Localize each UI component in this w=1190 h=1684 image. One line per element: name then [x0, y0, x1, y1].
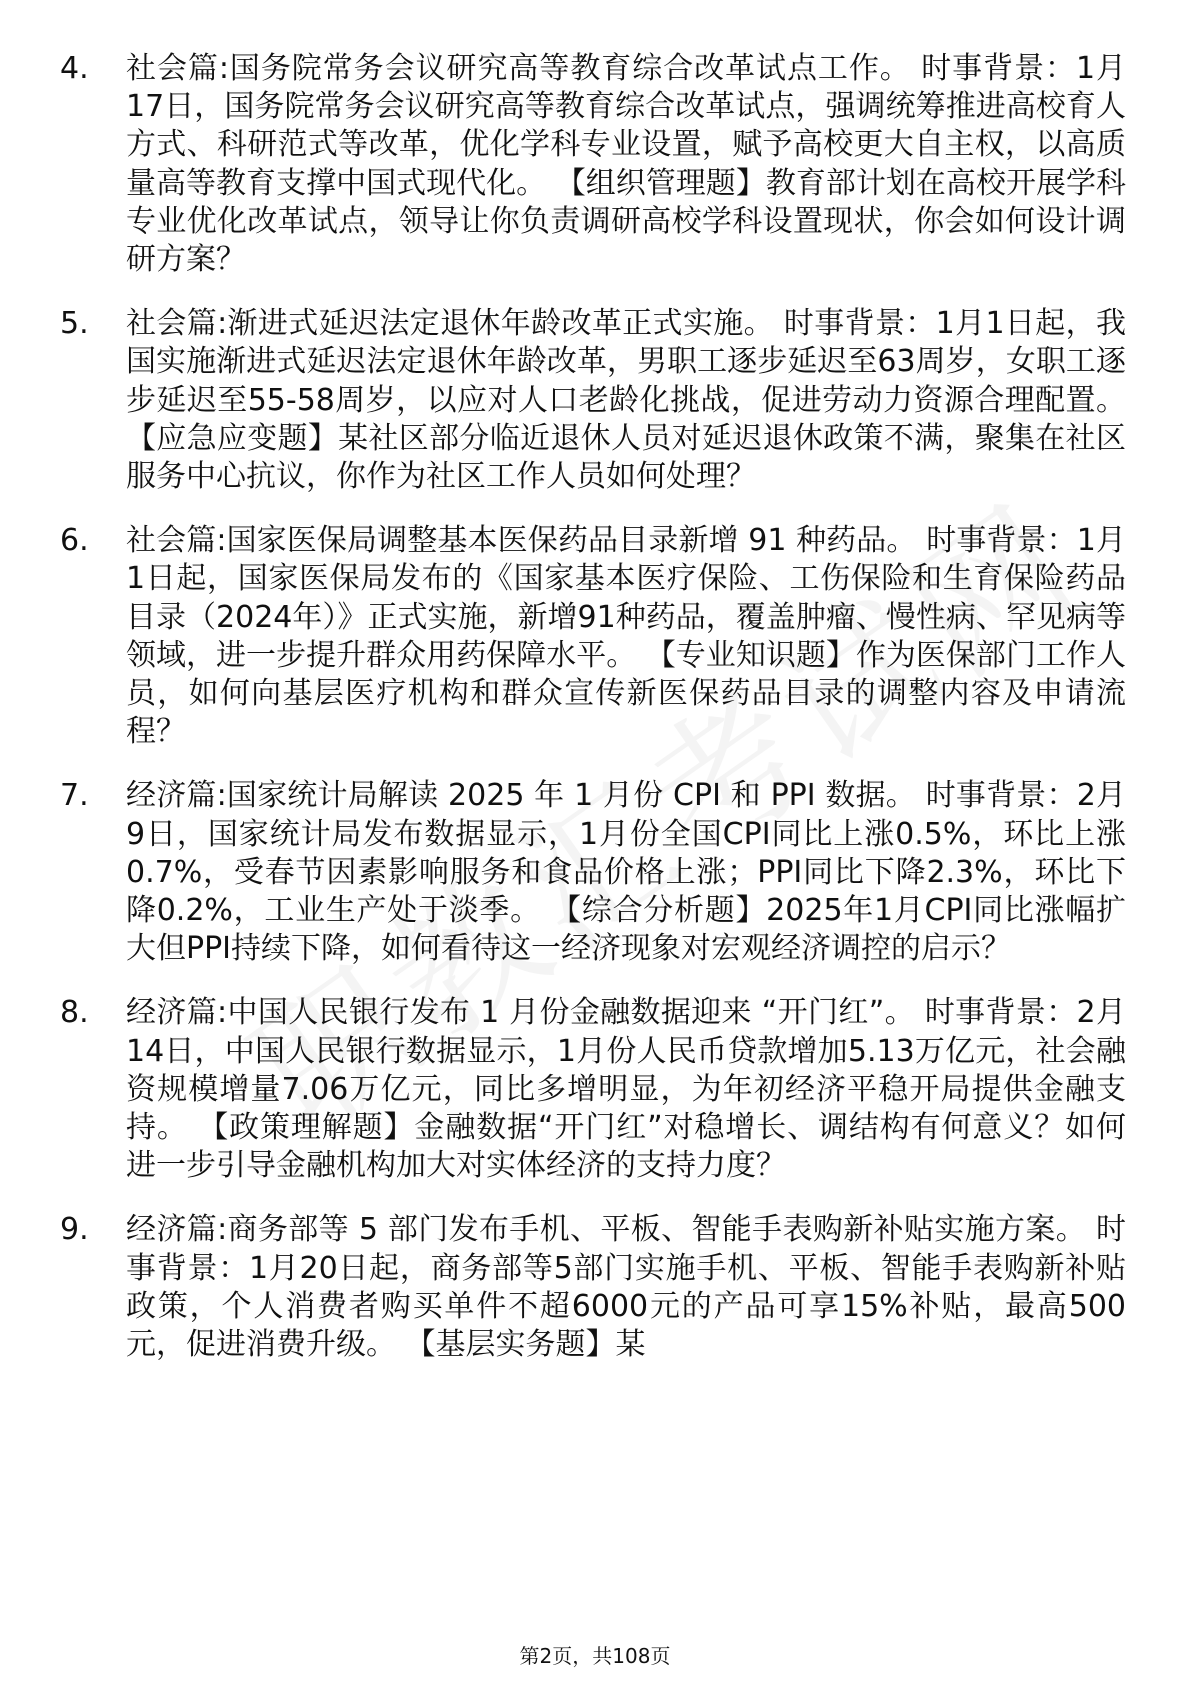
- item-text: 社会篇:渐进式延迟法定退休年龄改革正式实施。 时事背景：1月1日起，我国实施渐进式延迟法定退休年龄改革，男职工逐步延迟至63周岁，女职工逐步延迟至55-58周岁，以应对人口老龄化挑战，促进劳动力资源合理配置。 【应急应变题】某社区部分临近退休人员对延迟退休政策不满，聚集在社区服务中心抗议，你作为社区工作人员如何处理？: [126, 306, 1126, 495]
- item-number: 6.: [60, 523, 89, 559]
- list-item: [60, 50, 1140, 279]
- list-item: [60, 305, 1140, 496]
- item-text: 社会篇:国务院常务会议研究高等教育综合改革试点工作。 时事背景：1月17日，国务院常务会议研究高等教育综合改革试点，强调统筹推进高校育人方式、科研范式等改革，优化学科专业设置，赋予高校更大自主权，以高质量高等教育支撑中国式现代化。 【组织管理题】教育部计划在高校开展学科专业优化改革试点，领导让你负责调研高校学科设置现状，你会如何设计调研方案？: [126, 51, 1126, 278]
- page-footer: 第2页，共108页: [519, 1644, 671, 1668]
- item-number: 7.: [60, 778, 89, 814]
- item-text: 经济篇:国家统计局解读 2025 年 1 月份 CPI 和 PPI 数据。 时事背景：2月9日，国家统计局发布数据显示，1月份全国CPI同比上涨0.5%，环比上涨0.7%，受春节因素影响服务和食品价格上涨；PPI同比下降2.3%，环比下降0.2%，工业生产处于淡季。 【综合分析题】2025年1月CPI同比涨幅扩大但PPI持续下降，如何看待这一经济现象对宏观经济调控的启示？: [126, 778, 1126, 967]
- item-number: 8.: [60, 995, 89, 1031]
- item-number: 5.: [60, 306, 89, 342]
- item-text: 经济篇:商务部等 5 部门发布手机、平板、智能手表购新补贴实施方案。 时事背景：1月20日起，商务部等5部门实施手机、平板、智能手表购新补贴政策，个人消费者购买单件不超6000元的产品可享15%补贴，最高500元，促进消费升级。 【基层实务题】某: [126, 1212, 1126, 1363]
- list-item: [60, 777, 1140, 968]
- question-list: [60, 50, 1140, 1390]
- list-item: [60, 522, 1140, 751]
- list-item: [60, 994, 1140, 1185]
- list-item: [60, 1211, 1140, 1364]
- item-number: 9.: [60, 1212, 89, 1248]
- item-text: 社会篇:国家医保局调整基本医保药品目录新增 91 种药品。 时事背景：1月1日起，国家医保局发布的《国家基本医疗保险、工伤保险和生育保险药品目录（2024年）》正式实施，新增91种药品，覆盖肿瘤、慢性病、罕见病等领域，进一步提升群众用药保障水平。 【专业知识题】作为医保部门工作人员，如何向基层医疗机构和群众宣传新医保药品目录的调整内容及申请流程？: [126, 523, 1126, 750]
- item-number: 4.: [60, 51, 89, 86]
- item-text: 经济篇:中国人民银行发布 1 月份金融数据迎来 “开门红”。 时事背景：2月14日，中国人民银行数据显示，1月份人民币贷款增加5.13万亿元，社会融资规模增量7.06万亿元，同比多增明显，为年初经济平稳开局提供金融支持。 【政策理解题】金融数据“开门红”对稳增长、调结构有何意义？如何进一步引导金融机构加大对实体经济的支持力度？: [126, 995, 1126, 1184]
